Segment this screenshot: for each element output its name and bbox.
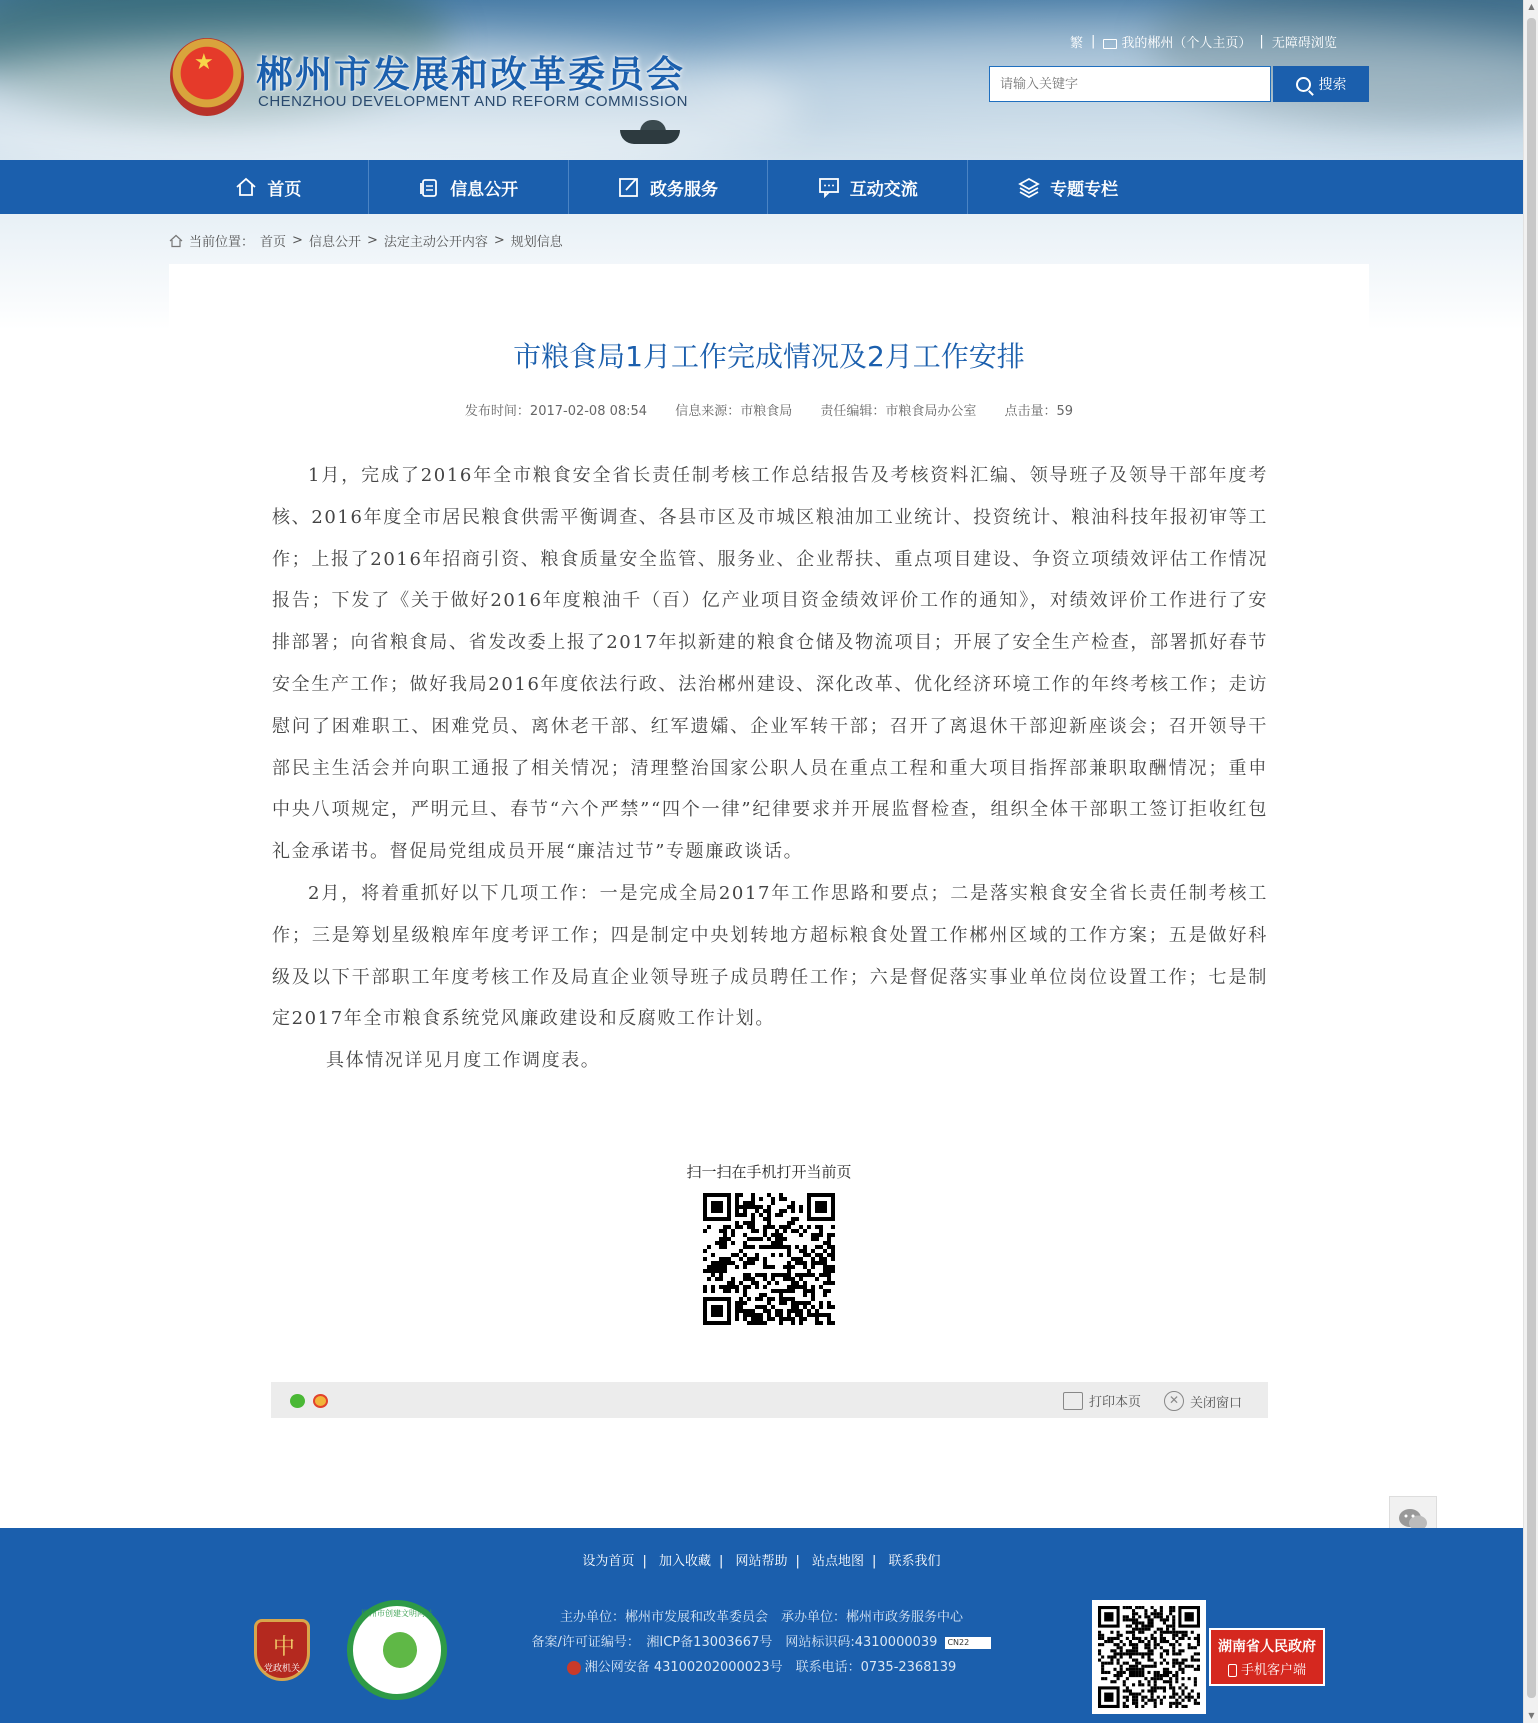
nav-item-label: 信息公开 <box>450 179 519 200</box>
site-id-badge-icon: CN22 <box>945 1637 991 1649</box>
scroll-down-icon[interactable]: ▼ <box>1528 1711 1535 1720</box>
nav-item-label: 首页 <box>267 179 302 200</box>
layers-icon <box>1018 176 1040 198</box>
chat-icon <box>818 176 840 198</box>
monitor-icon <box>1103 39 1117 49</box>
breadcrumb-item-home[interactable]: 首页 <box>260 235 287 250</box>
close-window-label: 关闭窗口 <box>1190 1395 1243 1411</box>
footer-links: 设为首页 | 加入收藏 | 网站帮助 | 站点地图 | 联系我们 <box>582 1554 941 1569</box>
weibo-share-icon[interactable] <box>313 1394 328 1408</box>
footer-police-text: 湘公网安备 43100202000023号 联系电话：0735-2368139 <box>584 1660 957 1675</box>
responsible-editor: 责任编辑：市粮食局办公室 <box>820 404 977 419</box>
nav-item-gov-services[interactable] <box>569 160 769 214</box>
breadcrumb-prefix: 当前位置： <box>189 235 255 250</box>
my-chenzhou-link[interactable] <box>1103 32 1251 51</box>
nav-item-label: 互动交流 <box>849 179 918 200</box>
printer-icon <box>1063 1392 1083 1410</box>
footer-link-contact[interactable]: 联系我们 <box>888 1554 941 1569</box>
breadcrumb <box>169 231 563 250</box>
site-title: 郴州市发展和改革委员会 <box>256 53 685 96</box>
breadcrumb-separator: > <box>366 233 378 248</box>
print-page-label: 打印本页 <box>1089 1395 1142 1410</box>
info-source: 信息来源：市粮食局 <box>675 404 793 419</box>
hunan-badge-title: 湖南省人民政府 <box>1218 1639 1316 1655</box>
hunan-badge-subtitle <box>1211 1659 1323 1678</box>
nav-item-home[interactable] <box>169 160 369 214</box>
my-chenzhou-label: 我的郴州（个人主页） <box>1121 36 1252 51</box>
edit-icon <box>618 176 640 198</box>
close-icon: ✕ <box>1164 1391 1184 1411</box>
hit-count: 点击量：59 <box>1004 404 1074 419</box>
breadcrumb-separator: > <box>493 233 505 248</box>
scroll-up-icon[interactable]: ▲ <box>1528 2 1535 11</box>
page-scrollbar[interactable] <box>1523 0 1538 1723</box>
hunan-gov-app-badge[interactable] <box>1209 1628 1325 1686</box>
article-body <box>272 455 1268 1082</box>
footer-link-help[interactable]: 网站帮助 <box>735 1554 788 1569</box>
search-button-label: 搜索 <box>1318 77 1347 93</box>
footer <box>0 1528 1523 1723</box>
nav-item-interaction[interactable] <box>768 160 968 214</box>
print-page-button[interactable] <box>1063 1391 1141 1410</box>
party-gov-organ-logo[interactable]: 中 党政机关 <box>254 1619 310 1681</box>
scrollbar-thumb[interactable] <box>1527 18 1536 1698</box>
footer-link-set-home[interactable]: 设为首页 <box>582 1554 635 1569</box>
nav-item-info-disclosure[interactable] <box>369 160 569 214</box>
home-icon <box>235 176 257 198</box>
footer-sponsor-line: 主办单位：郴州市发展和改革委员会 承办单位：郴州市政务服务中心 <box>559 1610 963 1625</box>
breadcrumb-item-info-disclosure[interactable]: 信息公开 <box>308 235 361 250</box>
main-nav <box>0 160 1523 214</box>
home-icon <box>169 234 183 248</box>
footer-icp-text: 备案/许可证编号： 湘ICP备13003667号 网站标识码:4310000039 <box>531 1635 938 1650</box>
accessible-browse-link[interactable]: 无障碍浏览 <box>1271 36 1337 51</box>
qr-label: 扫一扫在手机打开当前页 <box>686 1163 852 1181</box>
article-title: 市粮食局1月工作完成情况及2月工作安排 <box>513 340 1025 373</box>
article-paragraph: 1月，完成了2016年全市粮食安全省长责任制考核工作总结报告及考核资料汇编、领导班子及领导干部年度考核、2016年度全市居民粮食供需平衡调查、各县市区及市城区粮油加工业统计、投资统计、粮油科技年报初审等工作；上报了2016年招商引资、粮食质量安全监管、服务业、企业帮扶、重点项目建设、争资立项绩效评估工作情况报告；下发了《关于做好2016年度粮油千（百）亿产业项目资金绩效评价工作的通知》，对绩效评价工作进行了安排部署；向省粮食局、省发改委上报了2017年拟新建的粮食仓储及物流项目；开展了安全生产检查，部署抓好春节安全生产工作；做好我局2016年度依法行政、法治郴州建设、深化改革、优化经济环境工作的年终考核工作；走访慰问了困难职工、困难党员、离休老干部、红军遗孀、企业军转干部；召开了离退休干部迎新座谈会；召开领导干部民主生活会并向职工通报了相关情况；清理整治国家公职人员在重点工程和重大项目指挥部兼职取酬情况；重申中央八项规定，严明元旦、春节“六个严禁”“四个一律”纪律要求并开展监督检查，组织全体干部职工签订拒收红包礼金承诺书。督促局党组成员开展“廉洁过节”专题廉政谈话。 <box>272 465 1268 863</box>
footer-qr-image <box>1098 1606 1200 1708</box>
traditional-chinese-link[interactable]: 繁 <box>1070 36 1084 51</box>
search-button[interactable] <box>1273 66 1369 102</box>
article-paragraph: 2月，将着重抓好以下几项工作：一是完成全局2017年工作思路和要点；二是落实粮食安全省长责任制考核工作；三是筹划星级粮库年度考评工作；四是制定中央划转地方超标粮食处置工作郴州区域的工作方案；五是做好科级及以下干部职工年度考核工作及局直企业领导班子成员聘任工作；六是督促落实事业单位岗位设置工作；七是制定2017年全市粮食系统党风廉政建设和反腐败工作计划。 <box>272 882 1268 1030</box>
breadcrumb-item-planning[interactable]: 规划信息 <box>510 235 563 250</box>
civilized-website-logo[interactable]: 郴州市创建文明网站 <box>347 1600 447 1700</box>
article-paragraph: 具体情况详见月度工作调度表。 <box>326 1050 601 1072</box>
share-bar <box>271 1382 1268 1418</box>
footer-link-sitemap[interactable]: 站点地图 <box>812 1554 865 1569</box>
nav-item-special-topics[interactable] <box>968 160 1168 214</box>
top-links: 繁 | 我的郴州（个人主页） | 无障碍浏览 <box>1070 34 1337 51</box>
page-qr-code <box>703 1193 835 1325</box>
article-meta <box>169 400 1369 419</box>
publish-time: 发布时间：2017-02-08 08:54 <box>464 404 648 419</box>
breadcrumb-item-statutory[interactable]: 法定主动公开内容 <box>383 235 488 250</box>
nav-item-label: 专题专栏 <box>1050 179 1119 200</box>
hunan-badge-subtitle-text: 手机客户端 <box>1240 1663 1306 1678</box>
close-window-button[interactable] <box>1164 1391 1242 1411</box>
police-badge-icon <box>567 1661 581 1675</box>
search-box <box>989 66 1271 102</box>
footer-qr-code <box>1092 1600 1206 1714</box>
search-icon <box>1296 77 1311 92</box>
document-icon <box>418 176 440 198</box>
national-emblem-logo: ★ <box>170 38 244 116</box>
search-input[interactable] <box>990 67 1270 101</box>
phone-icon <box>1228 1664 1237 1677</box>
wechat-share-icon[interactable] <box>290 1394 305 1408</box>
breadcrumb-separator: > <box>292 233 303 248</box>
footer-link-add-favorite[interactable]: 加入收藏 <box>658 1554 711 1569</box>
nav-item-label: 政务服务 <box>649 179 718 200</box>
site-subtitle: CHENZHOU DEVELOPMENT AND REFORM COMMISSION <box>258 93 688 110</box>
